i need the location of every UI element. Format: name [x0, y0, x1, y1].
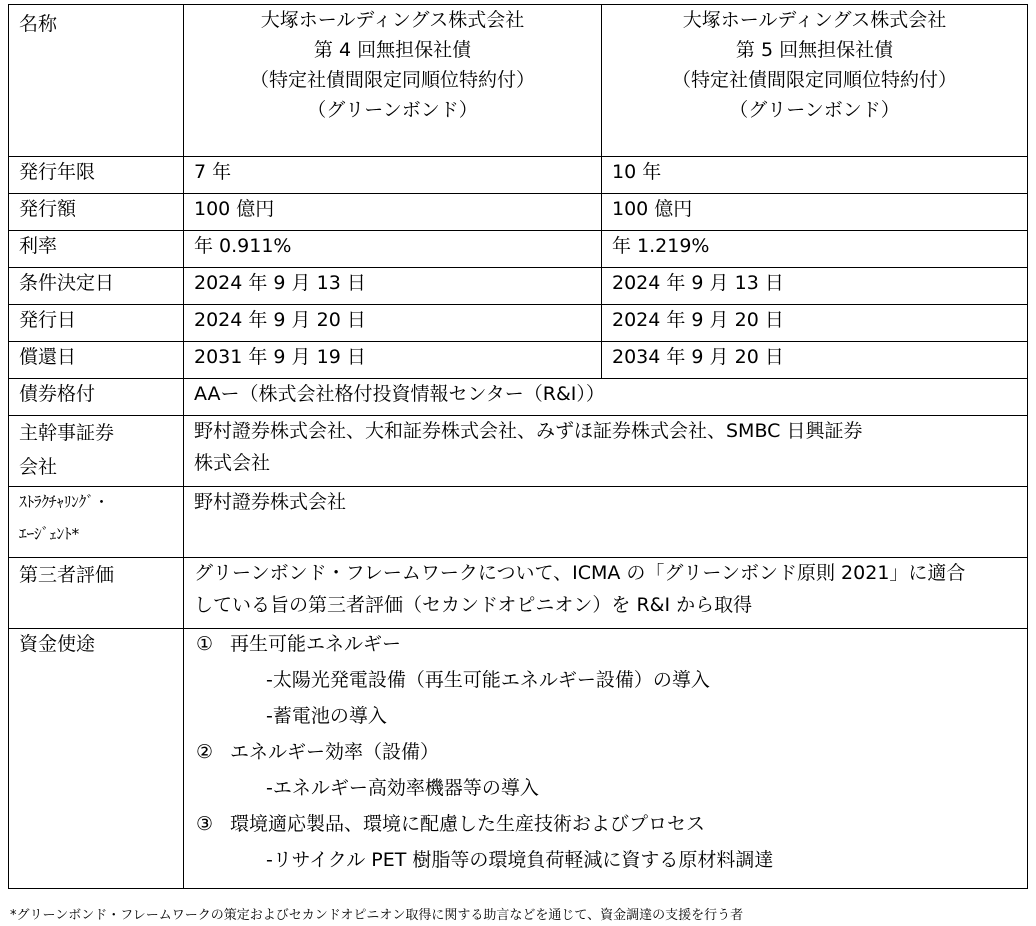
rating-value: AAー（株式会社格付投資情報センター（R&I））: [184, 379, 1028, 416]
third-party-value-line: している旨の第三者評価（セカンドオピニオン）を R&I から取得: [194, 594, 753, 616]
item-number: ③: [196, 813, 214, 835]
label-redemption-date: 償還日: [9, 342, 184, 379]
label-amount: 発行額: [9, 194, 184, 231]
item-number: ①: [196, 633, 214, 655]
label-use-of-funds: 資金使途: [9, 629, 184, 889]
bond5-amount: 100 億円: [602, 194, 1028, 231]
footnote: *グリーンボンド・フレームワークの策定およびセカンドオピニオン取得に関する助言などを通じて、資金調達の支援を行う者: [10, 908, 744, 923]
bond4-name-line: 第 4 回無担保社債: [313, 39, 472, 61]
row-rate: [9, 231, 1028, 268]
funds-item: [194, 737, 1017, 773]
label-name: 名称: [9, 5, 184, 157]
bond4-redemption-date: 2031 年 9 月 19 日: [184, 342, 602, 379]
row-redemption-date: [9, 342, 1028, 379]
row-pricing-date: [9, 268, 1028, 305]
item-title: エネルギー効率（設備）: [230, 741, 440, 763]
third-party-value-line: グリーンボンド・フレームワークについて、ICMA の「グリーンボンド原則 2021」に適合: [194, 562, 966, 584]
bond5-name-line: 第 5 回無担保社債: [735, 39, 894, 61]
structuring-agent-value: 野村證券株式会社: [184, 487, 1028, 558]
third-party-value: [184, 558, 1028, 629]
row-term: [9, 157, 1028, 194]
bond4-name-line: （グリーンボンド）: [307, 99, 478, 121]
bond5-redemption-date: 2034 年 9 月 20 日: [602, 342, 1028, 379]
funds-subitem: -エネルギー高効率機器等の導入: [266, 777, 539, 799]
underwriters-value: [184, 416, 1028, 487]
item-title: 再生可能エネルギー: [230, 633, 402, 655]
bond4-name-line: （特定社債間限定同順位特約付）: [249, 69, 535, 91]
label-underwriters-line: 主幹事証券: [19, 422, 115, 444]
row-name: [9, 5, 1028, 157]
underwriters-value-line: 株式会社: [194, 452, 271, 474]
label-underwriters: [9, 416, 184, 487]
bond5-pricing-date: 2024 年 9 月 13 日: [602, 268, 1028, 305]
bond5-name-line: （グリーンボンド）: [729, 99, 900, 121]
label-structuring-agent-line: ｽﾄﾗｸﾁｬﾘﾝｸﾞ・: [19, 493, 110, 511]
bond4-pricing-date: 2024 年 9 月 13 日: [184, 268, 602, 305]
row-structuring-agent: [9, 487, 1028, 558]
item-title: 環境適応製品、環境に配慮した生産技術およびプロセス: [230, 813, 706, 835]
bond4-term: 7 年: [184, 157, 602, 194]
label-rating: 債券格付: [9, 379, 184, 416]
funds-subitem: -太陽光発電設備（再生可能エネルギー設備）の導入: [266, 669, 710, 691]
label-pricing-date: 条件決定日: [9, 268, 184, 305]
use-of-funds-value: [184, 629, 1028, 889]
bond5-name-line: （特定社債間限定同順位特約付）: [671, 69, 957, 91]
bond-terms-sheet: [8, 4, 1028, 889]
row-underwriters: [9, 416, 1028, 487]
row-use-of-funds: [9, 629, 1028, 889]
funds-subitem: -蓄電池の導入: [266, 705, 387, 727]
bond4-issue-date: 2024 年 9 月 20 日: [184, 305, 602, 342]
bond4-name-line: 大塚ホールディングス株式会社: [260, 9, 525, 31]
bond5-name-line: 大塚ホールディングス株式会社: [682, 9, 947, 31]
row-rating: [9, 379, 1028, 416]
label-third-party: 第三者評価: [9, 558, 184, 629]
label-underwriters-line: 会社: [19, 456, 58, 478]
bond5-term: 10 年: [602, 157, 1028, 194]
row-issue-date: [9, 305, 1028, 342]
item-number: ②: [196, 741, 214, 763]
funds-subitem: -リサイクル PET 樹脂等の環境負荷軽減に資する原材料調達: [266, 849, 774, 871]
label-structuring-agent: [9, 487, 184, 558]
bond4-name: [184, 5, 602, 157]
bond-terms-table: [8, 4, 1028, 889]
label-structuring-agent-line: ｴｰｼﾞｪﾝﾄ*: [19, 525, 79, 543]
bond4-amount: 100 億円: [184, 194, 602, 231]
bond5-issue-date: 2024 年 9 月 20 日: [602, 305, 1028, 342]
label-term: 発行年限: [9, 157, 184, 194]
label-issue-date: 発行日: [9, 305, 184, 342]
underwriters-value-line: 野村證券株式会社、大和証券株式会社、みずほ証券株式会社、SMBC 日興証券: [194, 420, 863, 442]
funds-item: [194, 809, 1017, 845]
row-third-party: [9, 558, 1028, 629]
funds-item: [194, 629, 1017, 665]
row-amount: [9, 194, 1028, 231]
label-rate: 利率: [9, 231, 184, 268]
bond4-rate: 年 0.911%: [184, 231, 602, 268]
bond5-rate: 年 1.219%: [602, 231, 1028, 268]
bond5-name: [602, 5, 1028, 157]
